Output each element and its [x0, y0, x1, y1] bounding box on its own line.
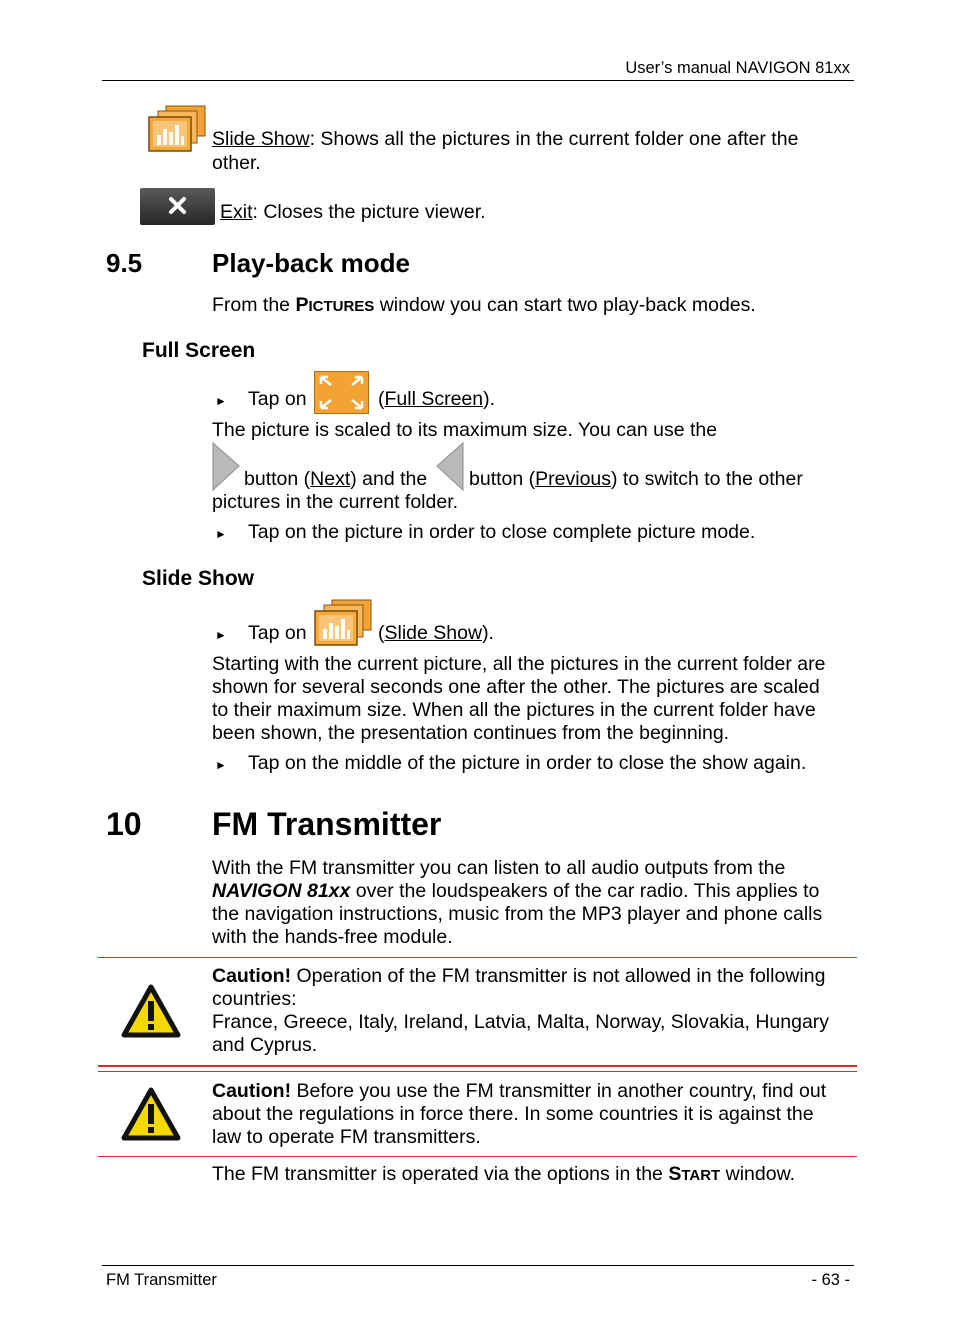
section-10-paragraph: With the FM transmitter you can listen to all audio outputs from the NAVIGON 81xx over the loudspeakers of the car radio. This applies to the navigation instructions, music from the MP3 player and phone calls with the hands-free module. — [212, 857, 823, 948]
full-screen-folder-text: pictures in the current folder. — [212, 491, 459, 513]
slide-show-label: (Slide Show). — [378, 622, 494, 644]
full-screen-close-instruction: Tap on the picture in order to close complete picture mode. — [248, 521, 756, 543]
slide-show-link[interactable]: Slide Show — [384, 622, 483, 644]
bullet-arrow: ► — [215, 394, 227, 408]
caution-1-top-rule — [98, 957, 857, 958]
bullet-arrow: ► — [215, 758, 227, 772]
full-screen-label: (Full Screen). — [378, 388, 496, 410]
caution-label: Caution! — [212, 1080, 292, 1102]
closing-text: The FM transmitter is operated via the options in the START window. — [212, 1163, 796, 1185]
caution-2-text: Caution! Before you use the FM transmitter in another country, find out about the regulations in force there. In some countries it is against the law to operate FM transmitters. — [212, 1080, 827, 1148]
full-screen-icon[interactable] — [314, 371, 369, 414]
section-9-5-number: 9.5 — [106, 248, 143, 278]
slide-show-link[interactable]: Slide Show — [212, 128, 310, 150]
slide-show-description-cont: other. — [212, 152, 261, 174]
caution-label: Caution! — [212, 965, 292, 987]
full-screen-scaled-text: The picture is scaled to its maximum size. You can use the — [212, 419, 718, 441]
warning-icon — [121, 984, 181, 1038]
slide-show-icon — [148, 105, 206, 159]
exit-description: Exit: Closes the picture viewer. — [220, 201, 486, 223]
slide-show-paragraph: Starting with the current picture, all the pictures in the current folder are shown for several seconds one after the other. The pictures are scaled to their maximum size. When all the pictures in the current folder have been shown, the presentation continues from the beginning. — [212, 653, 826, 744]
next-previous-line: button (Next) and the — [244, 468, 428, 490]
page-number: - 63 - — [811, 1271, 850, 1289]
warning-icon — [121, 1087, 181, 1141]
slide-show-close-instruction: Tap on the middle of the picture in order to close the show again. — [248, 752, 807, 774]
bullet-arrow: ► — [215, 628, 227, 642]
footer-left: FM Transmitter — [106, 1271, 217, 1289]
section-10-title: FM Transmitter — [212, 806, 442, 842]
section-9-5-title: Play-back mode — [212, 248, 410, 278]
header-rule — [102, 80, 854, 81]
slide-show-description: Slide Show: Shows all the pictures in the current folder one after the — [212, 128, 799, 150]
previous-line: button (Previous) to switch to the other — [469, 468, 803, 490]
full-screen-tap-on: Tap on — [248, 388, 307, 410]
exit-link[interactable]: Exit — [220, 201, 253, 223]
slide-show-heading: Slide Show — [142, 567, 255, 590]
previous-arrow-icon[interactable] — [436, 442, 464, 497]
slide-show-tap-on: Tap on — [248, 622, 307, 644]
full-screen-heading: Full Screen — [142, 339, 256, 362]
next-arrow-icon[interactable] — [212, 442, 240, 497]
product-name: NAVIGON 81xx — [212, 880, 351, 902]
section-10-number: 10 — [106, 806, 142, 842]
full-screen-link[interactable]: Full Screen — [384, 388, 484, 410]
caution-2-bottom-rule — [98, 1156, 857, 1157]
caution-2-top-rule — [98, 1071, 857, 1072]
caution-1-text: Caution! Operation of the FM transmitter is not allowed in the following countries: France, Greece, Italy, Ireland, Latvia, Malta, Norway, Slovakia, Hungary and Cyprus. — [212, 965, 830, 1056]
section-9-5-intro: From the PICTURES window you can start two play-back modes. — [212, 294, 756, 316]
footer-rule — [102, 1265, 854, 1266]
exit-icon — [140, 188, 215, 225]
next-link[interactable]: Next — [310, 468, 351, 490]
previous-link[interactable]: Previous — [535, 468, 612, 490]
bullet-arrow: ► — [215, 527, 227, 541]
page-header-title: User’s manual NAVIGON 81xx — [625, 59, 850, 77]
caution-1-bottom-rule — [98, 1065, 857, 1067]
slide-show-icon[interactable] — [314, 599, 372, 653]
